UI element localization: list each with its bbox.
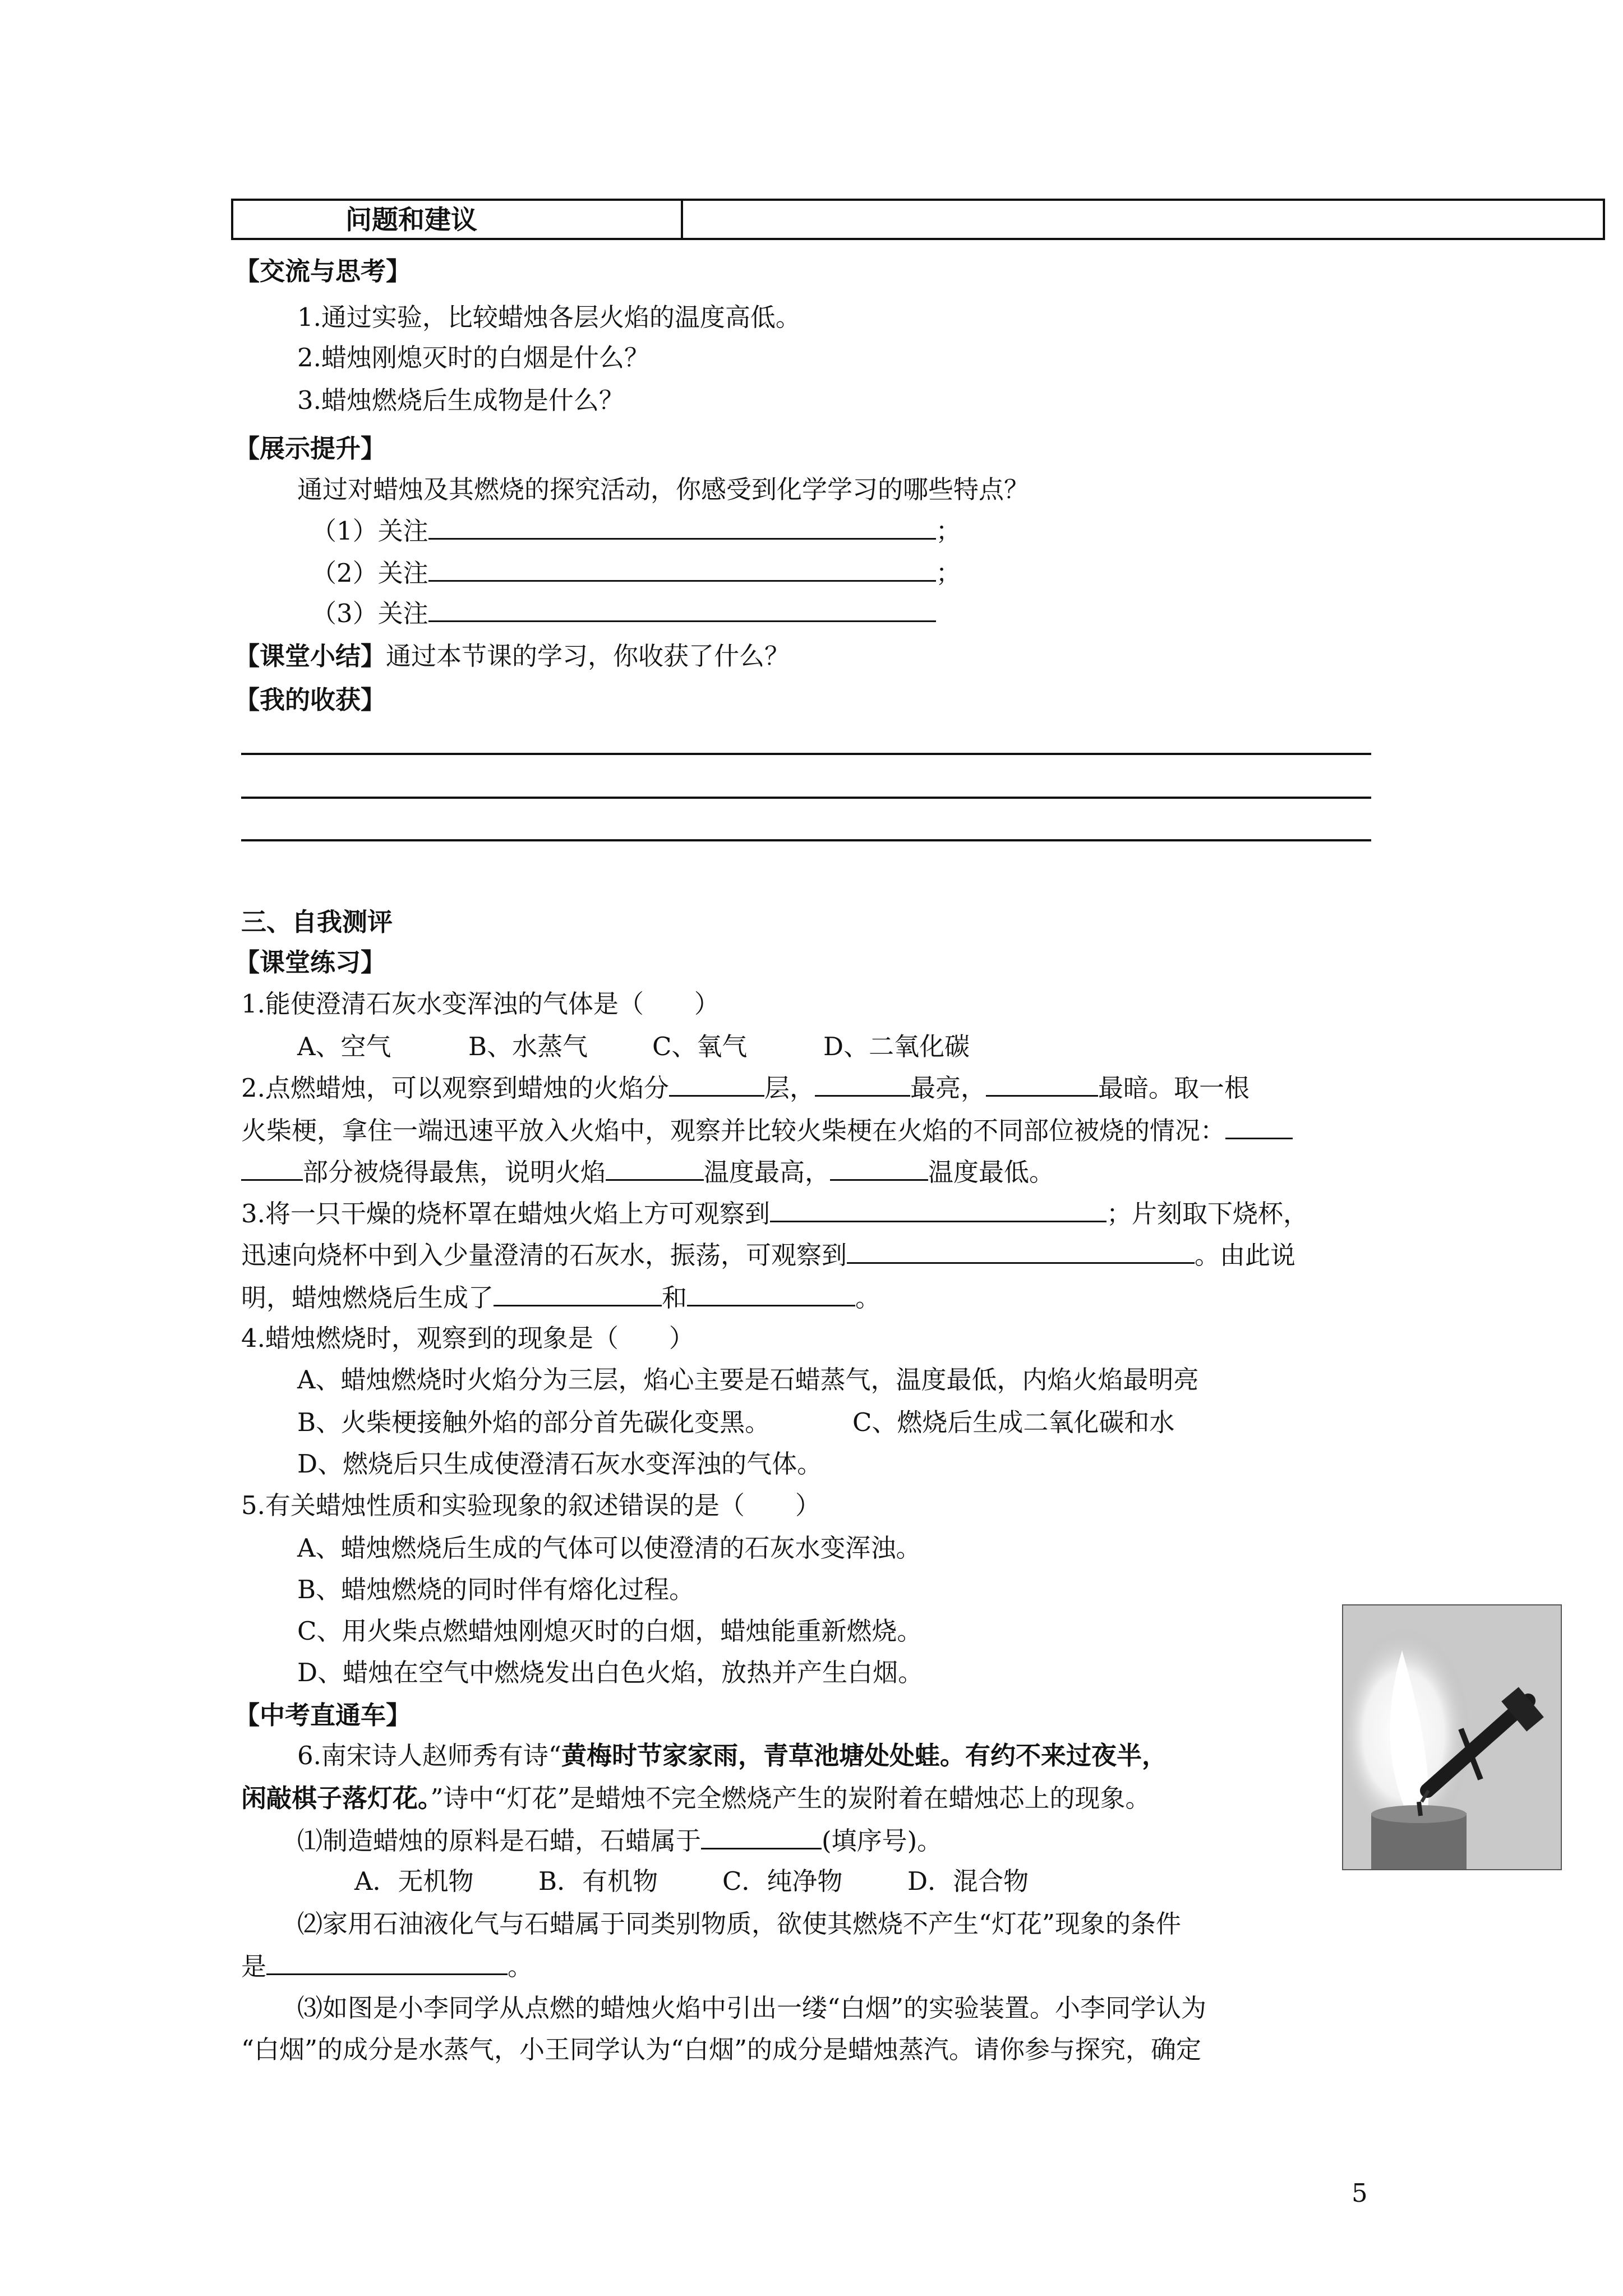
- q1-option-d: D、二氧化碳: [823, 1032, 970, 1061]
- exchange-heading: 【交流与思考】: [234, 256, 412, 286]
- q3-line-2: 迅速向烧杯中到入少量澄清的石灰水，振荡，可观察到 。由此说: [241, 1237, 1295, 1272]
- q5-option-a: A、蜡烛燃烧后生成的气体可以使澄清的石灰水变浑浊。: [297, 1533, 921, 1563]
- exchange-item-3: 3.蜡烛燃烧后生成物是什么？: [297, 385, 624, 415]
- candle-experiment-illustration: [1343, 1605, 1561, 1869]
- q5-option-d: D、蜡烛在空气中燃烧发出白色火焰，放热并产生白烟。: [297, 1658, 924, 1687]
- q6-part-2-cont: 是 。: [241, 1949, 533, 1984]
- summary-line: [234, 639, 790, 673]
- q1-option-b: B、水蒸气: [468, 1032, 588, 1061]
- q5-option-b: B、蜡烛燃烧的同时伴有熔化过程。: [297, 1575, 695, 1604]
- candle-experiment-photo: [1342, 1604, 1562, 1870]
- harvest-line-1: [241, 753, 1371, 755]
- q4-stem: 4.蜡烛燃烧时，观察到的现象是（ ）: [241, 1323, 694, 1353]
- q4-option-b: B、火柴梗接触外焰的部分首先碳化变黑。: [297, 1407, 771, 1437]
- summary-heading: 【课堂小结】: [234, 641, 386, 671]
- q3-line-3: 明，蜡烛燃烧后生成了 和 。: [241, 1280, 880, 1315]
- harvest-heading: 【我的收获】: [234, 685, 386, 715]
- q2-line-3: 部分被烧得最焦，说明火焰 温度最高， 温度最低。: [241, 1154, 1054, 1189]
- q4-option-a: A、蜡烛燃烧时火焰分为三层，焰心主要是石蜡蒸气，温度最低，内焰火焰最明亮: [297, 1365, 1199, 1395]
- page-number: 5: [1352, 2178, 1368, 2208]
- harvest-line-2: [241, 797, 1371, 799]
- show-question: 通过对蜡烛及其燃烧的探究活动，你感受到化学学习的哪些特点？: [297, 475, 1030, 504]
- q6-line-1: 6.南宋诗人赵师秀有诗“黄梅时节家家雨，青草池塘处处蛙。有约不来过夜半，: [297, 1741, 1167, 1770]
- q1-stem: 1.能使澄清石灰水变浑浊的气体是（ ）: [241, 989, 720, 1019]
- practice-heading: 【课堂练习】: [234, 947, 386, 977]
- show-heading: 【展示提升】: [234, 434, 386, 463]
- table-divider: [681, 201, 683, 238]
- suggestion-table: [231, 199, 1605, 240]
- q6-part-2: ⑵家用石油液化气与石蜡属于同类别物质，欲使其燃烧不产生“灯花”现象的条件: [297, 1909, 1182, 1939]
- q5-option-c: C、用火柴点燃蜡烛刚熄灭时的白烟，蜡烛能重新燃烧。: [297, 1616, 923, 1646]
- q2-line-2: 火柴梗，拿住一端迅速平放入火焰中，观察并比较火柴梗在火焰的不同部位被烧的情况：: [241, 1113, 1293, 1148]
- q2-line-1: 2.点燃蜡烛，可以观察到蜡烛的火焰分 层， 最亮， 最暗。取一根: [241, 1070, 1249, 1105]
- exchange-item-1: 1.通过实验，比较蜡烛各层火焰的温度高低。: [297, 302, 801, 332]
- q6-option-a: A．无机物: [354, 1866, 474, 1896]
- q1-option-c: C、氧气: [652, 1032, 748, 1061]
- q6-part-3-cont: “白烟”的成分是水蒸气，小王同学认为“白烟”的成分是蜡烛蒸汽。请你参与探究，确定: [241, 2035, 1202, 2064]
- q4-option-d: D、燃烧后只生成使澄清石灰水变浑浊的气体。: [297, 1449, 823, 1479]
- q6-part-1: ⑴制造蜡烛的原料是石蜡，石蜡属于 (填序号)。: [297, 1823, 942, 1858]
- q4-option-c: C、燃烧后生成二氧化碳和水: [852, 1407, 1175, 1437]
- q6-option-b: B．有机物: [538, 1866, 658, 1896]
- q1-option-a: A、空气: [297, 1032, 391, 1061]
- summary-text: 通过本节课的学习，你收获了什么？: [386, 641, 790, 671]
- exam-heading: 【中考直通车】: [234, 1700, 412, 1730]
- show-item-2: （2）关注 ；: [311, 555, 961, 590]
- show-item-1: （1）关注 ；: [311, 513, 961, 548]
- q6-option-d: D．混合物: [907, 1866, 1029, 1896]
- q6-option-c: C．纯净物: [722, 1866, 843, 1896]
- q6-part-3: ⑶如图是小李同学从点燃的蜡烛火焰中引出一缕“白烟”的实验装置。小李同学认为: [297, 1993, 1207, 2023]
- show-item-3: （3）关注: [311, 596, 936, 631]
- section3-heading: 三、自我测评: [241, 907, 393, 937]
- q3-line-1: 3.将一只干燥的烧杯罩在蜡烛火焰上方可观察到 ；片刻取下烧杯，: [241, 1196, 1308, 1231]
- exchange-item-2: 2.蜡烛刚熄灭时的白烟是什么？: [297, 343, 649, 372]
- q5-stem: 5.有关蜡烛性质和实验现象的叙述错误的是（ ）: [241, 1490, 820, 1520]
- harvest-line-3: [241, 839, 1371, 841]
- table-label: 问题和建议: [345, 205, 477, 236]
- q6-line-2: 闲敲棋子落灯花。”诗中“灯花”是蜡烛不完全燃烧产生的炭附着在蜡烛芯上的现象。: [241, 1783, 1151, 1813]
